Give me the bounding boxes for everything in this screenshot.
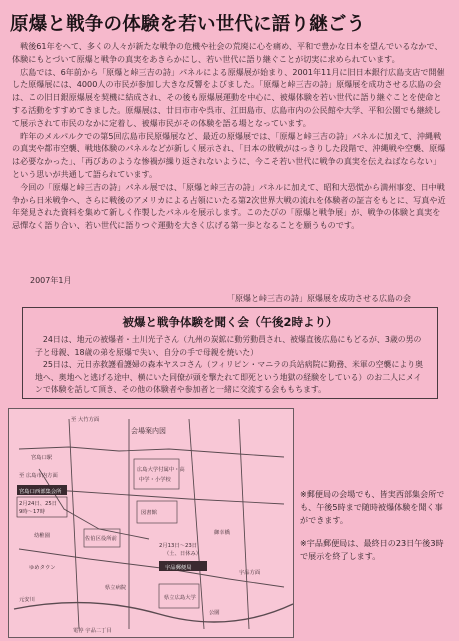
note-1: ※郵便局の会場でも、皆実西部集会所でも、午後5時まで随時被爆体験を聞く事ができます。 [300, 489, 445, 525]
road-vertical-3 [69, 419, 79, 629]
road-south [19, 549, 284, 587]
label-station: 宮島口駅 [31, 455, 53, 461]
label-south: 宇品方面 [239, 570, 261, 576]
label-west-dates: 2月24日、25日 [19, 501, 58, 507]
label-west-hours: 9時〜17時 [19, 509, 46, 515]
intro-text [12, 40, 448, 232]
label-park: 公園 [209, 610, 220, 616]
organization-name: 「原爆と峠三吉の詩」原爆展を成功させる広島の会 [227, 294, 411, 303]
intro-paragraph-4: 今回の「原爆と峠三吉の詩」パネル展では、「原爆と峠三吉の詩」パネルに加えて、昭和大恐慌から満州事変、日中戦争から日米戦争へ、さらに戦後のアメリカによる占領にいたる第2次世界大戦の流れを体験者の証言をもとに、写真や近年発見された資料を集めて新しく作製したパネルを展示します。このたびの「原爆と戦争展」が、戦争の体験と真実を忌憚なく語り合い、若い世代に語りつぐ運動を大きく広げる第一歩となることを願うものです。 [12, 181, 446, 231]
label-temple: 佐伯区役所前 [85, 536, 117, 542]
venue-map [8, 408, 294, 638]
river-line [14, 603, 293, 622]
event-paragraph-2: 25日は、元日赤救護看護婦の森本ヤスコさん（フィリピン・マニラの兵站病院に勤務、米軍の空襲により奥地へ、奥地へと逃げる途中、横にいた同僚が頭を撃たれて即死という地獄の経験をしている）のお二人にメインで体験を話して頂き、その他の体験者や参加者と一緒に交流する会ももちます。 [35, 360, 424, 394]
label-bridge: 御幸橋 [214, 530, 230, 536]
label-post-dates: 2月13日〜23日 [159, 543, 198, 549]
label-hiroshima-west: 至 広島市内方面 [19, 473, 58, 479]
label-kindergarten: 幼稚園 [34, 533, 50, 539]
west-venue-label: 宮島口西部集会所 [19, 489, 62, 495]
block-school [134, 459, 179, 489]
intro-paragraph-3: 昨年のメルパルクでの第5回広島市民原爆展など、最近の原爆展では、「原爆と峠三吉の詩」パネルに加えて、沖縄戦の真実や都市空襲、戦地体験のパネルなどが新しく展示され、「日本の敗戦がはっきりした段階で、沖縄戦や空襲、原爆は必要なかった」、「再びあのような惨禍が繰り返されないように、今こそ若い世代に戦争の真実を伝えねばならない」という思いが共通して語られています。 [12, 130, 446, 179]
page-title: 原爆と戦争の体験を若い世代に語り継ごう [10, 14, 366, 35]
map-title: 会場案内図 [131, 427, 166, 435]
label-river: 元安川 [19, 597, 35, 603]
label-library: 図書館 [141, 510, 157, 516]
post-office-label: 宇品郵便局 [165, 565, 192, 571]
event-title: 被爆と戦争体験を聞く会（午後2時より） [122, 315, 338, 329]
label-shopping: ゆめタウン [29, 565, 56, 571]
event-paragraph-1: 24日は、地元の被爆者・土川光子さん（九州の炭鉱に動労動員され、被爆直後広島にもどるが、3歳の男の子と母親、18歳の弟を原爆で失い、自分の手で母親を焼いた） [35, 335, 422, 357]
label-school2: 中学・小学校 [139, 477, 171, 483]
notes [300, 488, 450, 573]
publication-date: 2007年1月 [30, 276, 72, 285]
label-post-holiday: （土、日休み） [164, 551, 202, 557]
label-northwest: 至 大竹方面 [71, 417, 100, 423]
road-north [19, 447, 284, 457]
event-box [22, 307, 438, 399]
event-text [23, 330, 437, 397]
intro-paragraph-2: 広島では、6年前から「原爆と峠三吉の詩」パネルによる原爆展が始まり、2001年11月に旧日本銀行広島支店で開催した原爆展には、4000人の市民が参加し大きな反響をよびました。「原爆と峠三吉の詩」原爆展を成功させる広島の会は、この旧日銀原爆展を契機に結成され、その後も原爆展運動を中心に、被爆体験を若い世代に語り継ぐことを使命とする活動をすすめてきました。原爆展は、廿日市市や呉市、江田島市、広島市内の公民館や大学、平和公園でも継続して展示されて市民のなかに定着し、被爆市民がその体験を語る場となっています。 [12, 66, 445, 128]
note-2: ※宇品郵便局は、最終日の23日午後3時で展示を終了します。 [300, 538, 444, 561]
intro-paragraph-1: 戦後61年をへて、多くの人々が新たな戦争の危機や社会の荒廃に心を痛め、平和で豊かな日本を望んでいるなかで、体験にもとづいて原爆と戦争の真実をあきらかにし、若い世代に語り継ぐことが切実に求められています。 [12, 41, 443, 64]
label-bottom: 電停 宇品二丁目 [73, 628, 112, 634]
map-svg [9, 409, 293, 637]
label-hospital: 県立病院 [105, 585, 127, 591]
road-vertical-4 [239, 419, 249, 629]
label-university: 県立広島大学 [164, 595, 196, 601]
label-school1: 広島大学付属中・高 [137, 467, 185, 473]
